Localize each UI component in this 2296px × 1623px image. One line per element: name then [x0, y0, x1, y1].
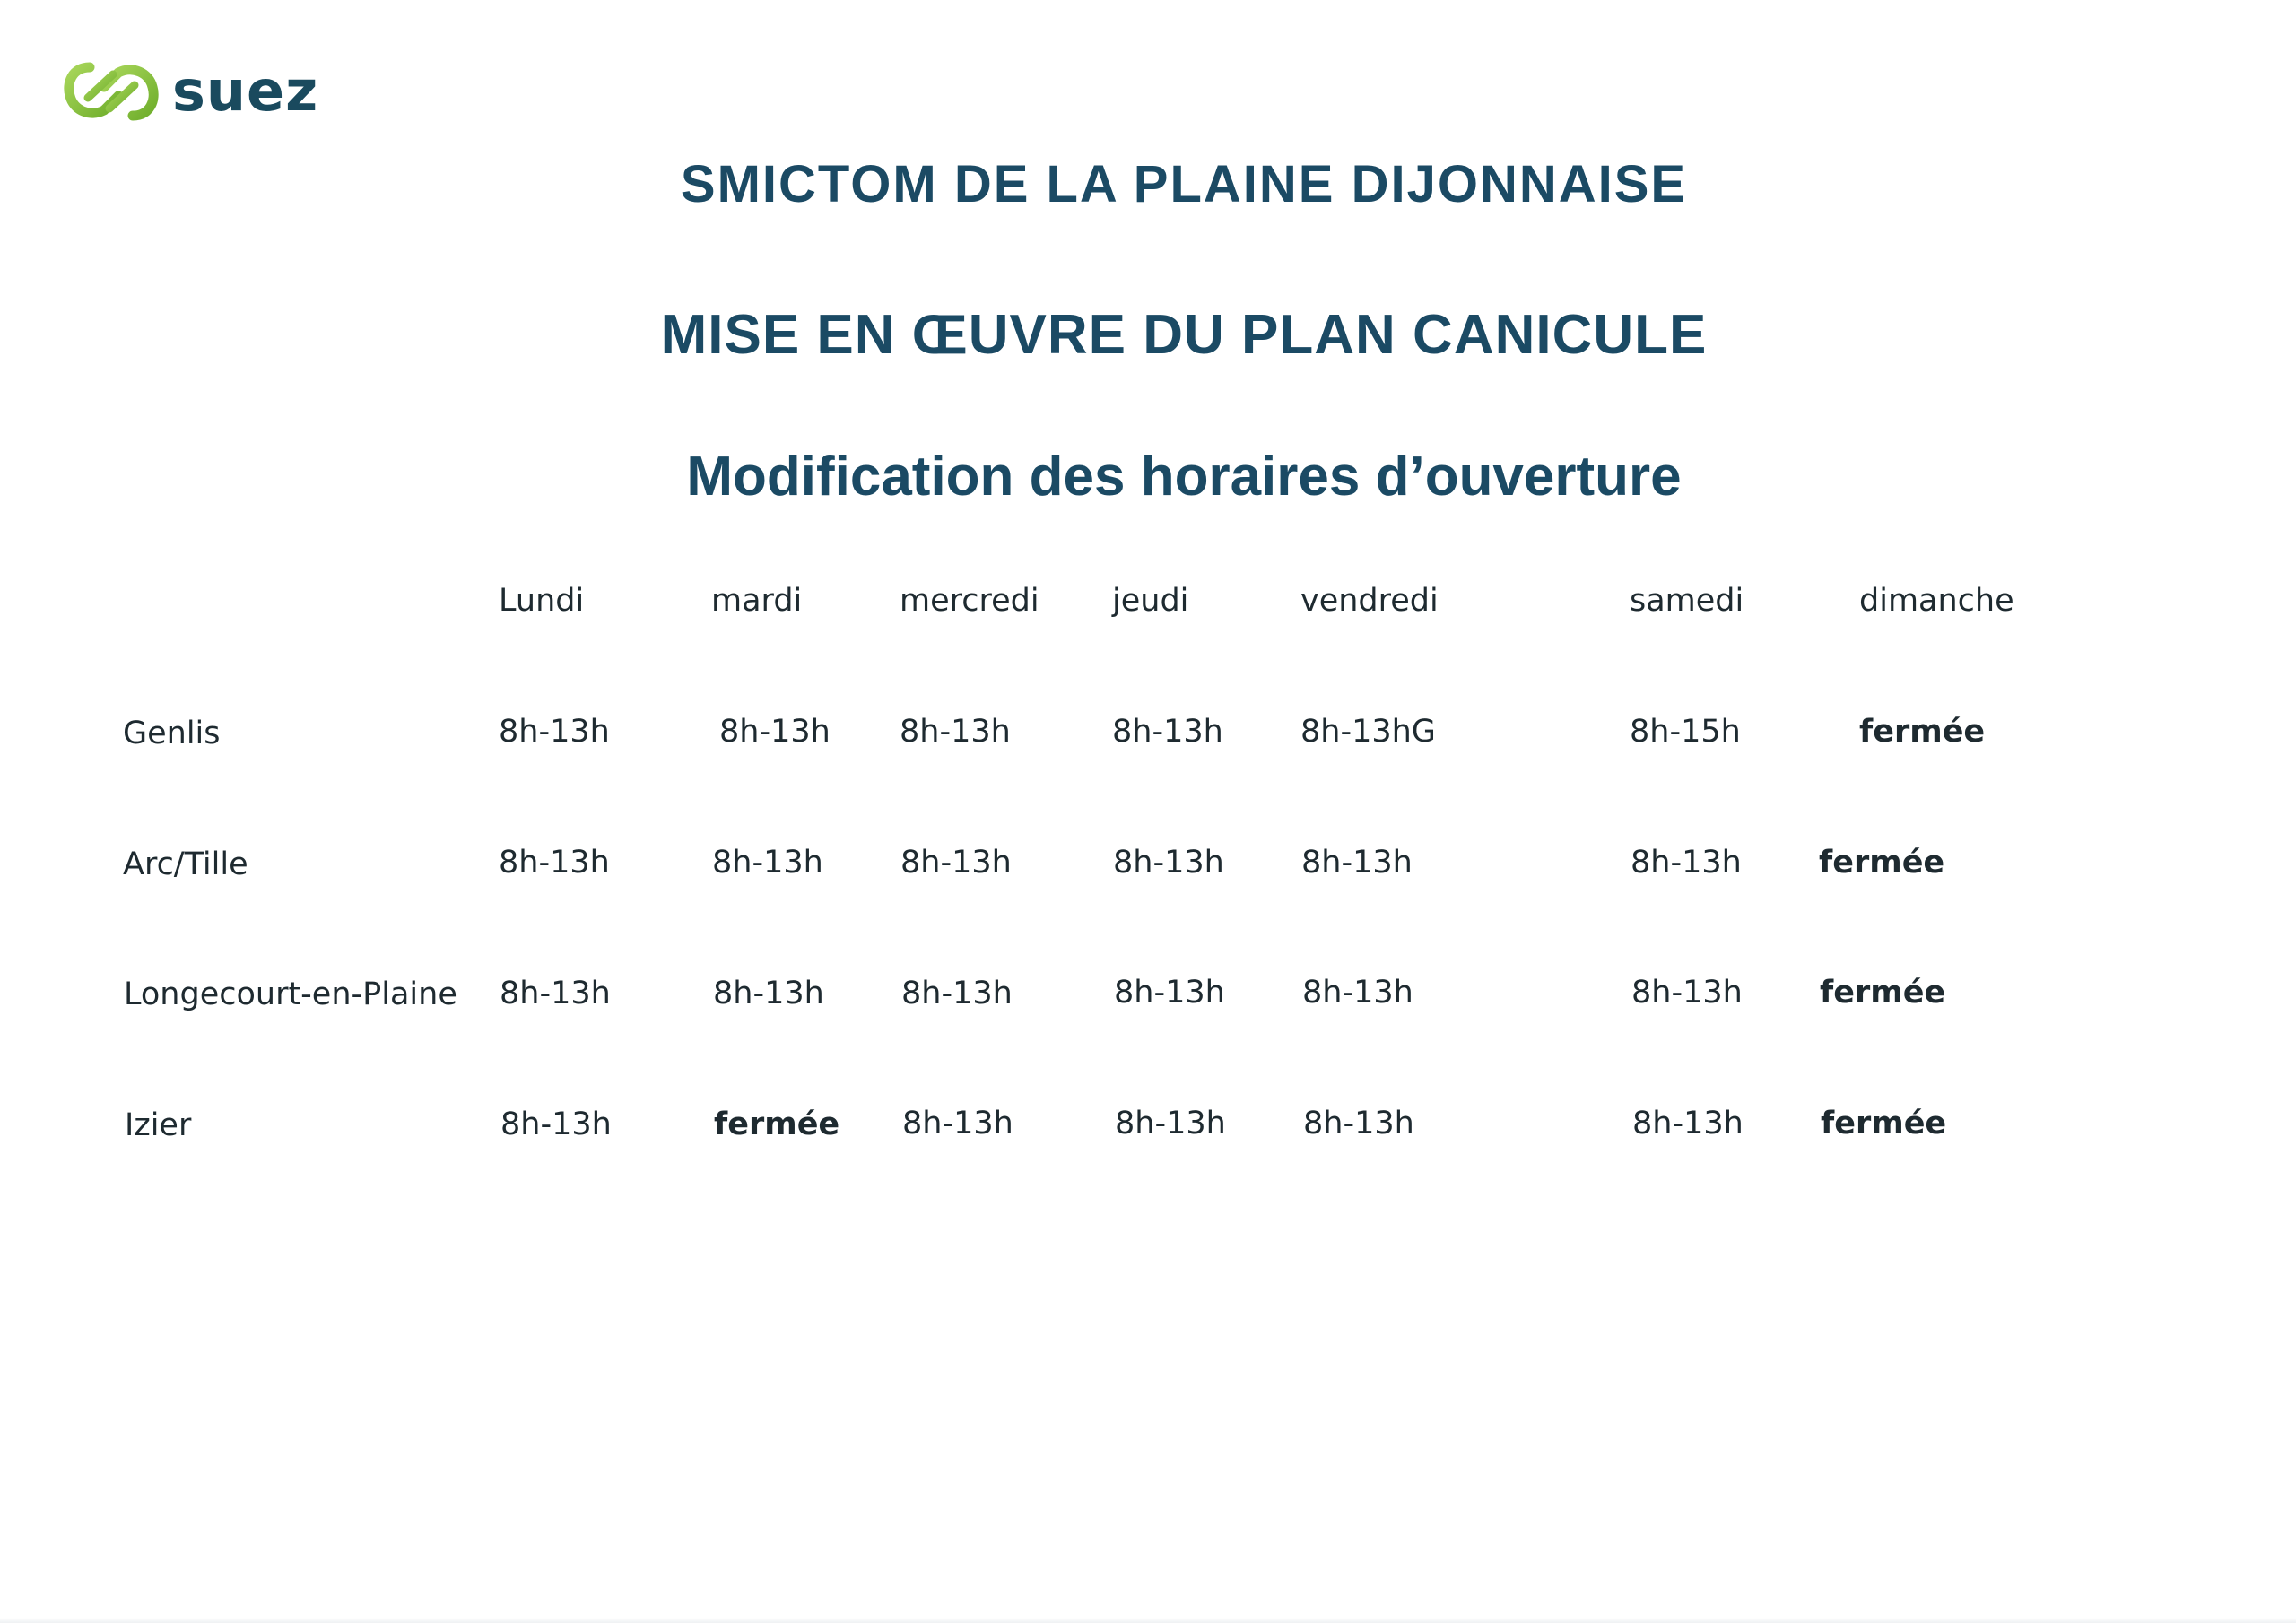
day-header-vendredi: vendredi: [1300, 583, 1439, 619]
day-header-lundi: Lundi: [499, 583, 585, 619]
site-name: Arc/Tille: [123, 846, 248, 882]
hours-cell: 8h-13h: [1114, 975, 1225, 1011]
hours-cell: 8h-13h: [1112, 714, 1223, 750]
site-name: Longecourt-en-Plaine: [124, 976, 457, 1012]
suez-logo: [63, 56, 318, 127]
page-bottom-edge: [0, 1618, 2296, 1623]
suez-wave-icon: [63, 60, 160, 123]
hours-cell: 8h-13h: [901, 976, 1013, 1011]
day-header-samedi: samedi: [1630, 583, 1744, 619]
day-header-mardi: mardi: [711, 583, 803, 619]
hours-cell: 8h-13h: [1632, 1106, 1744, 1141]
hours-cell: 8h-13h: [500, 976, 611, 1011]
hours-cell: 8h-13h: [902, 1106, 1013, 1141]
day-header-mercredi: mercredi: [900, 583, 1039, 619]
hours-cell-closed: fermée: [1819, 845, 1945, 881]
site-name: Izier: [125, 1107, 192, 1143]
site-name: Genlis: [123, 716, 221, 751]
hours-cell: 8h-13h: [499, 714, 610, 750]
day-header-jeudi: jeudi: [1112, 583, 1189, 619]
hours-cell: 8h-13h: [1115, 1106, 1226, 1141]
hours-cell: 8h-13h: [900, 714, 1011, 750]
subject-title: Modification des horaires d’ouverture: [686, 446, 1682, 508]
hours-cell: 8h-13h: [713, 976, 824, 1011]
hours-cell: 8h-13h: [1631, 975, 1743, 1011]
hours-cell: 8h-13h: [900, 845, 1012, 881]
hours-cell: 8h-13hG: [1300, 714, 1436, 750]
hours-cell-closed: fermée: [1859, 714, 1986, 750]
hours-cell: 8h-13h: [712, 845, 823, 881]
logo-wordmark: suez: [172, 58, 319, 124]
hours-cell-closed: fermée: [1821, 1106, 1947, 1141]
hours-cell: 8h-13h: [1113, 845, 1224, 881]
plan-title: MISE EN ŒUVRE DU PLAN CANICULE: [660, 304, 1708, 366]
hours-cell: 8h-13h: [1631, 845, 1742, 881]
day-header-dimanche: dimanche: [1859, 583, 2014, 619]
organisation-title: SMICTOM DE LA PLAINE DIJONNAISE: [680, 155, 1688, 213]
hours-cell-closed: fermée: [714, 1107, 840, 1142]
hours-cell: 8h-13h: [1302, 975, 1413, 1011]
hours-cell-closed: fermée: [1820, 975, 1946, 1011]
hours-cell: 8h-13h: [500, 1107, 612, 1142]
hours-cell: 8h-13h: [499, 845, 610, 881]
hours-cell: 8h-13h: [719, 714, 831, 750]
hours-cell: 8h-13h: [1301, 845, 1413, 881]
hours-cell: 8h-15h: [1630, 714, 1741, 750]
hours-cell: 8h-13h: [1303, 1106, 1414, 1141]
